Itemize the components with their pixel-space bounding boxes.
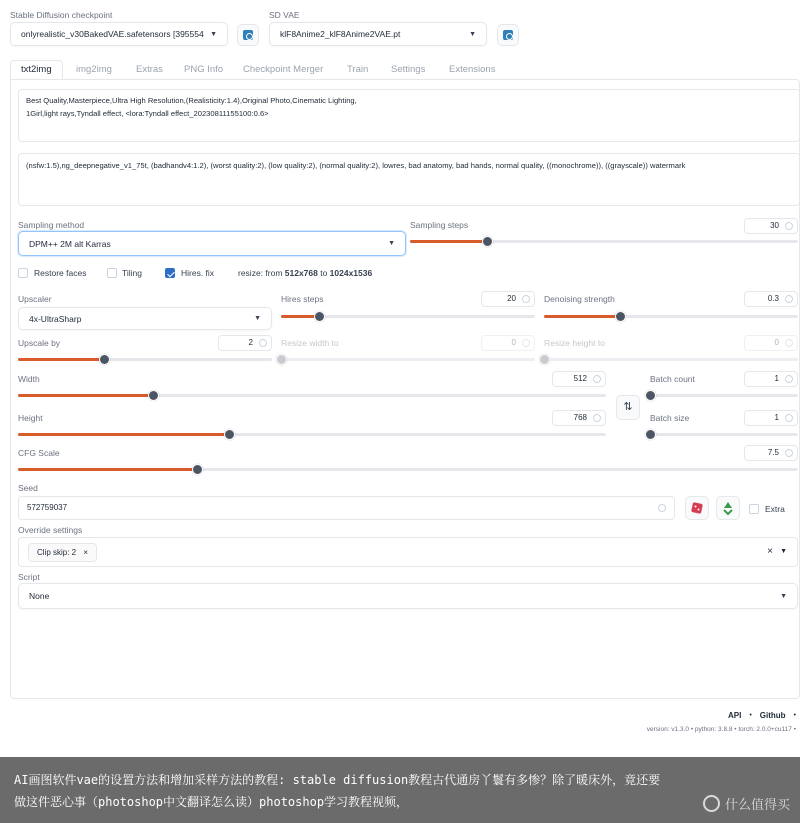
prompt-line-2: 1Girl,light rays,Tyndall effect, <lora:Tyndall effect_20230811155100:0.6> [26, 109, 269, 118]
width-slider[interactable] [18, 394, 606, 397]
refresh-icon [503, 30, 513, 40]
prompt-line-1: Best Quality,Masterpiece,Ultra High Resolution,(Realisticity:1.4),Original Photo,Cinematic Lighting, [26, 96, 357, 105]
checkpoint-value: onlyrealistic_v30BakedVAE.safetensors [395554 [21, 29, 204, 39]
batch-count-value: 1 [774, 374, 779, 383]
clear-icon[interactable]: × [767, 546, 773, 557]
footer-bullet: • [793, 712, 796, 719]
refresh-icon [243, 30, 253, 40]
prompt-textarea[interactable] [18, 89, 800, 142]
resize-mid: to [317, 268, 330, 278]
random-seed-button[interactable] [685, 496, 709, 520]
reuse-seed-button[interactable] [716, 496, 740, 520]
height-input[interactable] [552, 410, 606, 426]
slider-handle [539, 354, 550, 365]
chevron-down-icon: ▼ [210, 30, 217, 38]
slider-handle[interactable] [148, 390, 159, 401]
stepper-icon [259, 339, 267, 347]
seed-label: Seed [18, 483, 38, 493]
tab-settings[interactable]: Settings [391, 64, 426, 75]
override-settings-label: Override settings [18, 525, 83, 535]
height-slider[interactable] [18, 433, 606, 436]
upscale-by-input[interactable] [218, 335, 272, 351]
extra-seed-checkbox[interactable] [749, 504, 759, 514]
stepper-icon [658, 504, 666, 512]
resize-width-value: 0 [511, 338, 516, 347]
negative-prompt-text: (nsfw:1.5),ng_deepnegative_v1_75t, (badhandv4:1.2), (worst quality:2), (low quality:2), (normal quality:2), lowres, bad anatomy, bad hands, normal quality, ((monochrome)), ((grayscale)) watermark [26, 161, 686, 170]
override-tag[interactable] [28, 543, 97, 562]
checkpoint-select[interactable] [10, 22, 228, 46]
slider-fill [410, 240, 488, 243]
resize-to: 1024x1536 [329, 268, 373, 278]
resize-prefix: resize: from [238, 268, 285, 278]
override-settings-select[interactable] [18, 537, 798, 567]
width-value: 512 [573, 374, 587, 383]
chevron-down-icon: ▼ [780, 592, 787, 600]
hires-steps-input[interactable] [481, 291, 535, 307]
chevron-down-icon: ▼ [388, 240, 395, 247]
batch-size-input[interactable] [744, 410, 798, 426]
swap-dimensions-button[interactable] [616, 395, 640, 420]
resize-height-input [744, 335, 798, 351]
resize-height-value: 0 [774, 338, 779, 347]
tab-img2img[interactable]: img2img [76, 64, 112, 75]
watermark [703, 794, 790, 813]
tab-txt2img[interactable]: txt2img [10, 60, 63, 80]
resize-height-slider [544, 358, 798, 361]
upscale-by-value: 2 [248, 338, 253, 347]
footer-bullet: • [749, 712, 752, 719]
batch-size-value: 1 [774, 413, 779, 422]
hires-fix-checkbox[interactable] [165, 268, 175, 278]
sampling-steps-value: 30 [770, 221, 779, 230]
vae-value: klF8Anime2_klF8Anime2VAE.pt [280, 29, 401, 39]
batch-count-input[interactable] [744, 371, 798, 387]
resize-width-slider [281, 358, 535, 361]
hires-steps-slider[interactable] [281, 315, 535, 318]
swap-icon: ⇅ [623, 401, 633, 413]
sampling-method-select[interactable] [18, 231, 406, 256]
hires-fix-label: Hires. fix [181, 268, 215, 278]
resize-info [238, 268, 372, 278]
height-value: 768 [573, 413, 587, 422]
hires-steps-value: 20 [507, 294, 516, 303]
sampling-method-label: Sampling method [18, 220, 85, 230]
stepper-icon [522, 339, 530, 347]
sampling-method-value: DPM++ 2M alt Karras [29, 238, 111, 249]
sampling-steps-label: Sampling steps [410, 220, 469, 230]
slider-handle[interactable] [645, 429, 656, 440]
stepper-icon [785, 414, 793, 422]
cfg-scale-input[interactable] [744, 445, 798, 461]
upscale-by-label: Upscale by [18, 338, 61, 348]
upscaler-select[interactable] [18, 307, 272, 330]
seed-input[interactable] [18, 496, 675, 520]
denoising-value: 0.3 [767, 294, 779, 303]
upscaler-label: Upscaler [18, 294, 52, 304]
stepper-icon [785, 222, 793, 230]
negative-prompt-textarea[interactable] [18, 153, 800, 206]
denoising-label: Denoising strength [544, 294, 615, 304]
script-value: None [29, 591, 50, 601]
extra-seed-label: Extra [765, 504, 785, 514]
restore-faces-label: Restore faces [34, 268, 87, 278]
script-label: Script [18, 572, 40, 582]
batch-size-label: Batch size [650, 413, 690, 423]
tab-extensions[interactable]: Extensions [449, 64, 496, 75]
batch-size-slider[interactable] [650, 433, 798, 436]
version-info: version: v1.3.0 • python: 3.8.8 • torch: 2.0.0+cu117 • [646, 726, 796, 733]
tiling-checkbox[interactable] [107, 268, 117, 278]
resize-from: 512x768 [284, 268, 318, 278]
slider-handle[interactable] [645, 390, 656, 401]
tab-checkpoint-merger[interactable]: Checkpoint Merger [243, 64, 324, 75]
tiling-label: Tiling [122, 268, 142, 278]
vae-refresh-button[interactable] [497, 24, 519, 46]
chevron-down-icon: ▼ [780, 548, 787, 555]
tab-train[interactable]: Train [347, 64, 369, 75]
api-link[interactable]: API [727, 711, 742, 720]
vae-label: SD VAE [269, 10, 300, 20]
slider-fill [18, 433, 230, 436]
stepper-icon [522, 295, 530, 303]
batch-count-slider[interactable] [650, 394, 798, 397]
stepper-icon [593, 414, 601, 422]
tab-png-info[interactable]: PNG Info [184, 64, 224, 75]
recycle-icon [717, 497, 739, 519]
tag-close-icon[interactable]: × [83, 548, 89, 557]
sampling-steps-slider[interactable] [410, 240, 798, 243]
github-link[interactable]: Github [759, 711, 786, 720]
stepper-icon [593, 375, 601, 383]
resize-width-label: Resize width to [281, 338, 339, 348]
denoising-input[interactable] [744, 291, 798, 307]
width-input[interactable] [552, 371, 606, 387]
watermark-text: 什么值得买 [724, 798, 790, 813]
resize-width-input [481, 335, 535, 351]
checkpoint-label: Stable Diffusion checkpoint [10, 10, 113, 20]
upscale-by-slider[interactable] [18, 358, 272, 361]
slider-fill [18, 358, 104, 361]
slider-handle[interactable] [99, 354, 110, 365]
hires-steps-label: Hires steps [281, 294, 324, 304]
denoising-slider[interactable] [544, 315, 798, 318]
upscaler-value: 4x-UltraSharp [29, 313, 82, 324]
dice-icon [686, 497, 708, 519]
cfg-scale-label: CFG Scale [18, 448, 60, 458]
width-label: Width [18, 374, 40, 384]
tab-extras[interactable]: Extras [136, 64, 163, 75]
slider-handle[interactable] [615, 311, 626, 322]
resize-height-label: Resize height to [544, 338, 605, 348]
footer-links [728, 711, 796, 720]
sampling-steps-input[interactable] [744, 218, 798, 234]
watermark-logo-icon [703, 795, 720, 812]
stepper-icon [785, 375, 793, 383]
override-tag-label: Clip skip: 2 [37, 548, 77, 557]
caption-overlay [0, 757, 800, 823]
slider-fill [18, 394, 153, 397]
checkpoint-refresh-button[interactable] [237, 24, 259, 46]
stepper-icon [785, 449, 793, 457]
chevron-down-icon: ▼ [469, 30, 476, 38]
height-label: Height [18, 413, 43, 423]
batch-count-label: Batch count [650, 374, 695, 384]
stepper-icon [785, 295, 793, 303]
slider-fill [544, 315, 620, 318]
slider-handle [276, 354, 287, 365]
slider-handle[interactable] [192, 464, 203, 475]
restore-faces-checkbox[interactable] [18, 268, 28, 278]
stepper-icon [785, 339, 793, 347]
cfg-scale-slider[interactable] [18, 468, 798, 471]
slider-handle[interactable] [314, 311, 325, 322]
script-select[interactable] [18, 583, 798, 609]
cfg-scale-value: 7.5 [767, 448, 779, 457]
caption-text: AI画图软件vae的设置方法和增加采样方法的教程: stable diffusion教程古代通房丫鬟有多惨？除了暖床外，竟还要做这件恶心事（photoshop中文翻译怎么读）photoshop学习教程视频， [14, 773, 661, 809]
seed-value: 572759037 [27, 503, 68, 512]
chevron-down-icon: ▼ [254, 315, 261, 322]
vae-select[interactable] [269, 22, 487, 46]
slider-fill [18, 468, 197, 471]
